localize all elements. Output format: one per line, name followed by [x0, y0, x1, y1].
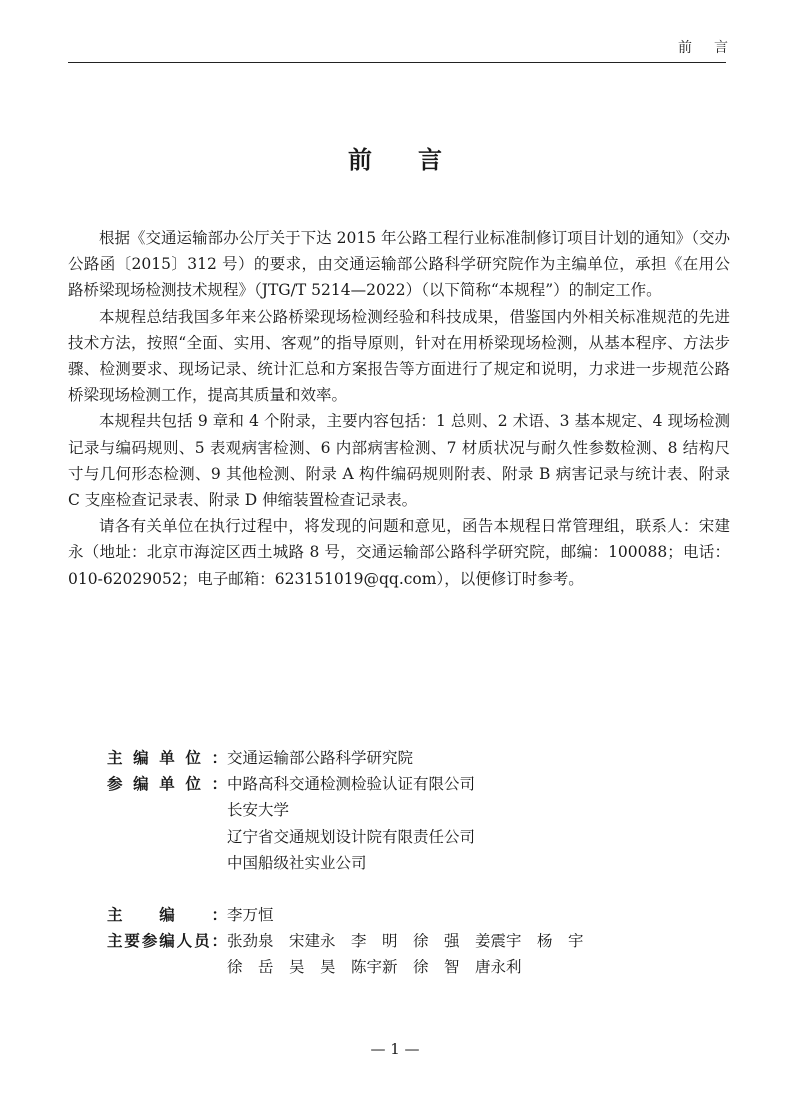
paragraph-3: 本规程共包括 9 章和 4 个附录，主要内容包括：1 总则、2 术语、3 基本规定、4 现场检测记录与编码规则、5 表观病害检测、6 内部病害检测、7 材质状况与耐久性参数检测、8 结构尺寸与几何形态检测、9 其他检测、附录 A 构件编码规则附表、附录 B 病害记录与统计表、附录 C 支座检查记录表、附录 D 伸缩装置检查记录表。 — [68, 412, 730, 510]
participant-names: 张劲泉 宋建永 李 明 徐 强 姜震宇 杨 宇 — [227, 932, 584, 951]
chief-editor-name: 李万恒 — [227, 906, 274, 925]
paragraph-4: 请各有关单位在执行过程中，将发现的问题和意见，函告本规程日常管理组，联系人：宋建永（地址：北京市海淀区西土城路 8 号，交通运输部公路科学研究院，邮编：100088；电话：010-62029052；电子邮箱：623151019@qq.com），以便修订时参考。 — [68, 517, 730, 588]
participating-unit: 长安大学 — [227, 801, 290, 820]
chief-unit-name: 交通运输部公路科学研究院 — [227, 749, 414, 767]
main-participants-row — [107, 928, 667, 980]
participating-unit: 辽宁省交通规划设计院有限责任公司 — [227, 827, 476, 846]
participating-unit: 中国船级社实业公司 — [227, 853, 367, 872]
page-title: 前言 — [348, 146, 488, 174]
chief-unit-label: 主编单位： — [107, 749, 227, 767]
main-participants-label: 主要参编人员： — [107, 932, 227, 951]
participating-unit: 中路高科交通检测检验认证有限公司 — [227, 775, 476, 794]
paragraph-1: 根据《交通运输部办公厅关于下达 2015 年公路工程行业标准制修订项目计划的通知》（交办公路函〔2015〕312 号）的要求，由交通运输部公路科学研究院作为主编单位，承担《在用公路桥梁现场检测技术规程》（JTG/T 5214—2022）（以下简称“本规程”）的制定工作。 — [68, 229, 730, 300]
preface-body — [68, 225, 730, 592]
participating-units-row — [107, 771, 667, 876]
header-rule — [68, 62, 726, 63]
running-header: 前言 — [678, 40, 750, 56]
page-number: — 1 — — [370, 1040, 420, 1058]
chief-editor-label: 主编： — [107, 906, 227, 925]
participating-units-label: 参编单位： — [107, 775, 227, 794]
chief-editor-row — [107, 902, 667, 928]
credits-block — [107, 745, 667, 981]
paragraph-2: 本规程总结我国多年来公路桥梁现场检测经验和科技成果，借鉴国内外相关标准规范的先进技术方法，按照“全面、实用、客观”的指导原则，针对在用桥梁现场检测，从基本程序、方法步骤、检测要求、现场记录、统计汇总和方案报告等方面进行了规定和说明，力求进一步规范公路桥梁现场检测工作，提高其质量和效率。 — [68, 307, 730, 405]
participant-names: 徐 岳 吴 昊 陈宇新 徐 智 唐永利 — [227, 958, 522, 977]
chief-unit-row — [107, 745, 667, 771]
